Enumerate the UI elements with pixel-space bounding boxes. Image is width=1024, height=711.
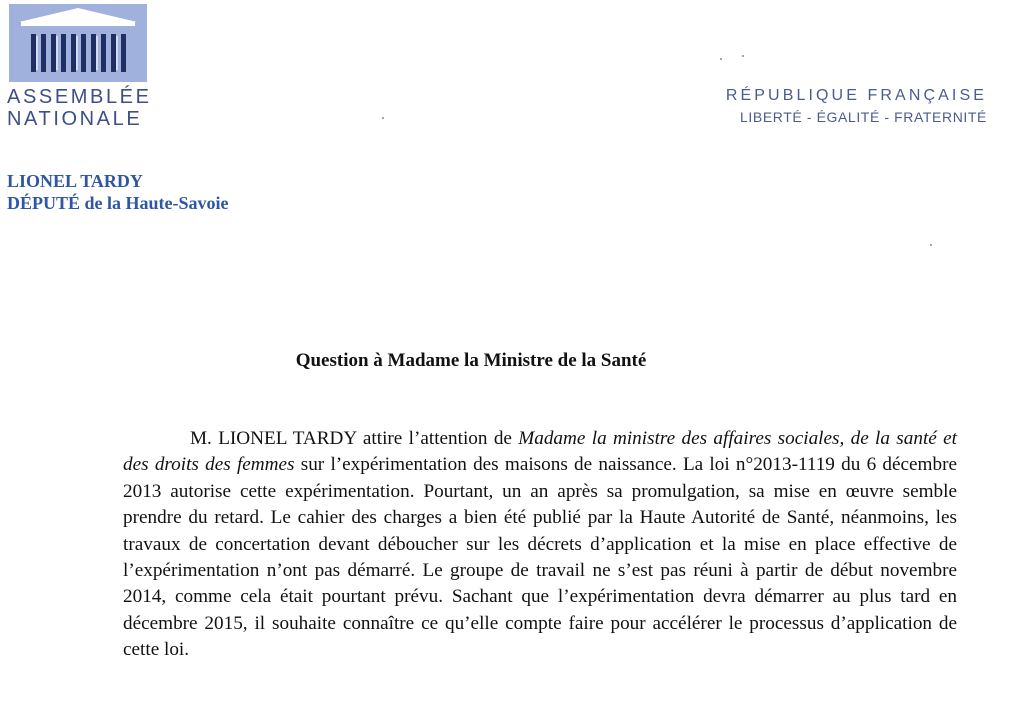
- scan-speck: [742, 55, 744, 57]
- deputy-title: DÉPUTÉ de la Haute-Savoie: [7, 193, 229, 213]
- scan-speck: [930, 244, 932, 246]
- assemblee-nationale-building-icon: [9, 4, 147, 82]
- institution-name-line1: ASSEMBLÉE: [7, 86, 152, 108]
- question-addressee: Madame la ministre des affaires sociales, de la santé et des droits des femmes: [123, 428, 957, 476]
- question-body-main: sur l’expérimentation des maisons de naissance. La loi n°2013-1119 du 6 décembre 2013 autorise cette expérimentation. Pourtant, un an après sa promulgation, sa mise en œuvre semble prendre du retard. Le cahier des charges a bien été publié par la Haute Autorité de Santé, néanmoins, les travaux de concertation devant déboucher sur les décrets d’application et la mise en place effective de l’expérimentation n’ont pas démarré. Le groupe de travail ne s’est pas réuni à partir de début novembre 2014, comme cela était pourtant prévu. Sachant que l’expérimentation devra démarrer au plus tard en décembre 2015, il souhaite connaître ce qu’elle compte faire pour accélérer le processus d’application de cette loi.: [123, 454, 957, 661]
- question-body-intro: M. LIONEL TARDY attire l’attention de: [190, 428, 519, 449]
- republic-title: RÉPUBLIQUE FRANÇAISE: [725, 87, 987, 104]
- scan-speck: [382, 117, 384, 119]
- deputy-block: [7, 170, 229, 214]
- institution-name-line2: NATIONALE: [7, 108, 143, 130]
- republic-header: [726, 86, 987, 128]
- institution-name: [7, 86, 152, 130]
- scan-speck: [720, 58, 722, 60]
- republic-motto: LIBERTÉ - ÉGALITÉ - FRATERNITÉ: [740, 109, 987, 125]
- deputy-name: LIONEL TARDY: [7, 171, 143, 191]
- question-body: [123, 426, 957, 664]
- assemblee-nationale-logo: [9, 4, 147, 82]
- question-title: Question à Madame la Ministre de la Santé: [295, 350, 647, 371]
